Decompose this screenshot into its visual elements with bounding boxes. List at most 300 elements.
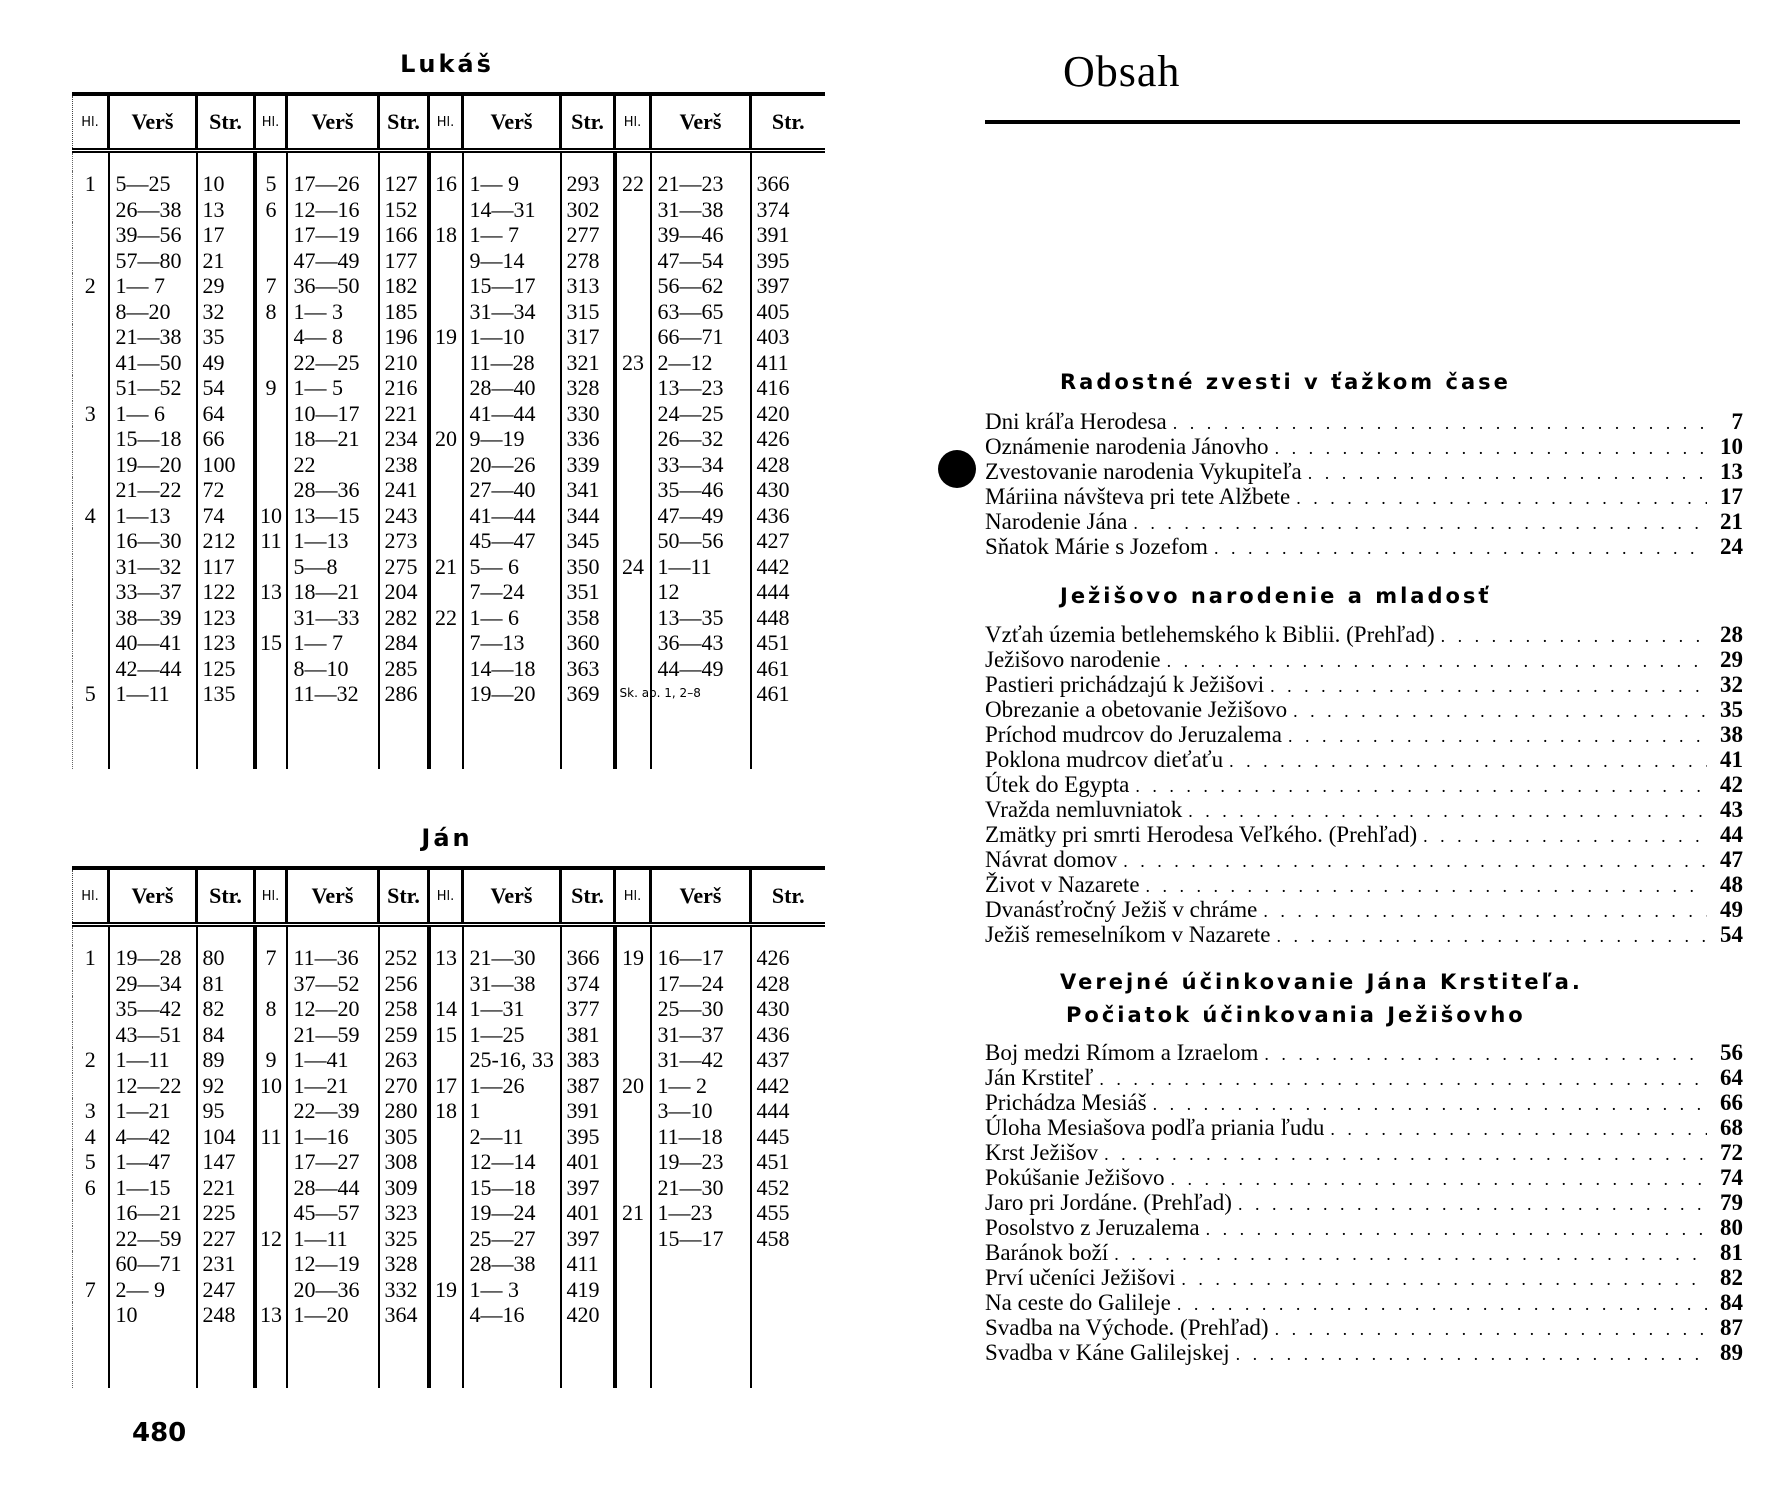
toc-entry[interactable] xyxy=(985,1165,1743,1190)
page-cell: 391 xyxy=(751,222,825,248)
toc-entry[interactable] xyxy=(985,872,1743,897)
page-cell: 377 xyxy=(561,996,615,1022)
verse-cell: 1—20 xyxy=(287,1302,379,1328)
page-cell: 302 xyxy=(561,197,615,223)
dot-leader xyxy=(1236,1342,1707,1367)
chapter-cell xyxy=(255,1200,287,1226)
toc-entry[interactable] xyxy=(985,1315,1743,1340)
chapter-cell xyxy=(73,630,109,656)
page-cell: 21 xyxy=(197,248,255,274)
toc-entry-page: 48 xyxy=(1720,872,1743,897)
chapter-cell: 6 xyxy=(73,1175,109,1201)
page-cell: 273 xyxy=(379,528,429,554)
verse-cell: 39—56 xyxy=(109,222,197,248)
page-cell: 35 xyxy=(197,324,255,350)
toc-entry-title: Pastieri prichádzajú k Ježišovi xyxy=(985,672,1265,697)
chapter-cell xyxy=(73,222,109,248)
page-cell: 84 xyxy=(197,1022,255,1048)
page-cell: 426 xyxy=(751,426,825,452)
page-cell: 17 xyxy=(197,222,255,248)
verse-cell: 5—8 xyxy=(287,554,379,580)
page-cell: 401 xyxy=(561,1149,615,1175)
verse-cell: 41—44 xyxy=(463,401,561,427)
page-cell: 10 xyxy=(197,171,255,197)
dot-leader xyxy=(1099,1067,1707,1092)
toc-entry-page: 72 xyxy=(1720,1140,1743,1165)
dot-leader xyxy=(1275,1317,1707,1342)
chapter-cell: 5 xyxy=(255,171,287,197)
toc-entry[interactable] xyxy=(985,797,1743,822)
page-cell: 436 xyxy=(751,503,825,529)
verse-cell: 41—50 xyxy=(109,350,197,376)
lukas-reference-table xyxy=(72,92,825,769)
page-cell: 445 xyxy=(751,1124,825,1150)
page-cell: 366 xyxy=(561,945,615,971)
column-header: Verš xyxy=(651,868,751,925)
chapter-cell xyxy=(73,299,109,325)
dot-leader xyxy=(1270,674,1707,699)
verse-cell: 1 xyxy=(463,1098,561,1124)
chapter-cell: 18 xyxy=(429,1098,463,1124)
chapter-cell xyxy=(429,299,463,325)
chapter-cell: 17 xyxy=(429,1073,463,1099)
chapter-cell: 7 xyxy=(255,273,287,299)
toc-entry[interactable] xyxy=(985,509,1743,534)
toc-entry-page: 56 xyxy=(1720,1040,1743,1065)
verse-cell: 1—26 xyxy=(463,1073,561,1099)
table-row xyxy=(73,554,825,580)
table-row xyxy=(73,273,825,299)
page-number: 480 xyxy=(132,1418,187,1448)
jan-header-row xyxy=(73,868,825,925)
page-cell: 270 xyxy=(379,1073,429,1099)
toc-entry-title: Dni kráľa Herodesa xyxy=(985,409,1167,434)
page-cell: 401 xyxy=(561,1200,615,1226)
jan-reference-table xyxy=(72,866,825,1388)
chapter-cell xyxy=(429,401,463,427)
verse-cell: 1—21 xyxy=(109,1098,197,1124)
toc-entry[interactable] xyxy=(985,822,1743,847)
verse-cell: 8—20 xyxy=(109,299,197,325)
verse-cell: 21—59 xyxy=(287,1022,379,1048)
chapter-cell xyxy=(255,971,287,997)
verse-cell: 13—23 xyxy=(651,375,751,401)
verse-cell: 25—27 xyxy=(463,1226,561,1252)
column-header: Verš xyxy=(287,868,379,925)
chapter-cell xyxy=(615,222,651,248)
chapter-cell xyxy=(615,971,651,997)
chapter-cell xyxy=(429,375,463,401)
toc-section-1 xyxy=(985,409,1743,559)
verse-cell: 19—20 xyxy=(109,452,197,478)
chapter-cell xyxy=(615,1149,651,1175)
chapter-cell xyxy=(73,1226,109,1252)
verse-cell: 44—49 xyxy=(651,656,751,682)
page-cell: 317 xyxy=(561,324,615,350)
toc-entry[interactable] xyxy=(985,1090,1743,1115)
toc-entry[interactable] xyxy=(985,1115,1743,1140)
chapter-cell: 3 xyxy=(73,1098,109,1124)
table-row xyxy=(73,401,825,427)
table-row xyxy=(73,1098,825,1124)
toc-entry-page: 41 xyxy=(1720,747,1743,772)
chapter-cell: 6 xyxy=(255,197,287,223)
toc-entry-title: Vzťah územia betlehemského k Biblii. (Prehľad) xyxy=(985,622,1435,647)
toc-entry[interactable] xyxy=(985,672,1743,697)
toc-entry[interactable] xyxy=(985,1290,1743,1315)
table-row xyxy=(73,605,825,631)
toc-entry[interactable] xyxy=(985,484,1743,509)
page-cell: 72 xyxy=(197,477,255,503)
page-cell: 182 xyxy=(379,273,429,299)
table-row xyxy=(73,1200,825,1226)
verse-cell: 28—40 xyxy=(463,375,561,401)
page-cell: 204 xyxy=(379,579,429,605)
toc-entry[interactable] xyxy=(985,1190,1743,1215)
toc-entry[interactable] xyxy=(985,647,1743,672)
chapter-cell: 19 xyxy=(615,945,651,971)
toc-entry-page: 80 xyxy=(1720,1215,1743,1240)
page-cell: 66 xyxy=(197,426,255,452)
verse-cell: 4— 8 xyxy=(287,324,379,350)
table-row xyxy=(73,299,825,325)
chapter-cell: 11 xyxy=(255,528,287,554)
toc-entry[interactable] xyxy=(985,1215,1743,1240)
page-cell: 166 xyxy=(379,222,429,248)
page-cell: 397 xyxy=(751,273,825,299)
verse-cell: 12—22 xyxy=(109,1073,197,1099)
dot-leader xyxy=(1135,774,1707,799)
toc-entry-page: 49 xyxy=(1720,897,1743,922)
page-cell: 452 xyxy=(751,1175,825,1201)
page-cell: 366 xyxy=(751,171,825,197)
toc-entry[interactable] xyxy=(985,1340,1743,1365)
page-cell: 313 xyxy=(561,273,615,299)
verse-cell: 11—28 xyxy=(463,350,561,376)
verse-cell: 19—23 xyxy=(651,1149,751,1175)
verse-cell: 12—20 xyxy=(287,996,379,1022)
toc-entry-title: Baránok boží xyxy=(985,1240,1109,1265)
chapter-cell xyxy=(615,299,651,325)
toc-entry-page: 21 xyxy=(1720,509,1743,534)
chapter-cell xyxy=(255,248,287,274)
chapter-cell xyxy=(255,477,287,503)
verse-cell: 11—32 xyxy=(287,681,379,707)
verse-cell: 33—37 xyxy=(109,579,197,605)
verse-cell: 11—36 xyxy=(287,945,379,971)
toc-entry[interactable] xyxy=(985,897,1743,922)
page-cell: 364 xyxy=(379,1302,429,1328)
page-cell: 238 xyxy=(379,452,429,478)
column-header: Hl. xyxy=(429,94,463,151)
page-cell: 241 xyxy=(379,477,429,503)
dot-leader xyxy=(1173,411,1707,436)
page-cell: 448 xyxy=(751,605,825,631)
dot-leader xyxy=(1423,824,1707,849)
verse-cell: 28—38 xyxy=(463,1251,561,1277)
page-cell: 444 xyxy=(751,579,825,605)
toc-entry-page: 81 xyxy=(1720,1240,1743,1265)
chapter-cell xyxy=(255,350,287,376)
verse-cell: 1—13 xyxy=(109,503,197,529)
page-cell: 13 xyxy=(197,197,255,223)
verse-cell: 2— 9 xyxy=(109,1277,197,1303)
chapter-cell xyxy=(255,1022,287,1048)
page-cell: 104 xyxy=(197,1124,255,1150)
page-cell: 100 xyxy=(197,452,255,478)
verse-cell: 1—31 xyxy=(463,996,561,1022)
page-cell: 397 xyxy=(561,1226,615,1252)
page-cell: 336 xyxy=(561,426,615,452)
chapter-cell xyxy=(429,273,463,299)
verse-cell: 17—27 xyxy=(287,1149,379,1175)
verse-cell: 17—24 xyxy=(651,971,751,997)
toc-entry-title: Útek do Egypta xyxy=(985,772,1130,797)
chapter-cell xyxy=(429,656,463,682)
toc-entry[interactable] xyxy=(985,1140,1743,1165)
toc-entry[interactable] xyxy=(985,772,1743,797)
dot-leader xyxy=(1441,624,1707,649)
verse-cell: 9—14 xyxy=(463,248,561,274)
chapter-cell xyxy=(73,452,109,478)
toc-entry[interactable] xyxy=(985,747,1743,772)
toc-entry[interactable] xyxy=(985,1240,1743,1265)
page-cell: 49 xyxy=(197,350,255,376)
page-cell: 351 xyxy=(561,579,615,605)
verse-cell: 12 xyxy=(651,579,751,605)
chapter-cell: 14 xyxy=(429,996,463,1022)
table-row xyxy=(73,222,825,248)
chapter-cell xyxy=(255,452,287,478)
dot-leader xyxy=(1114,1242,1707,1267)
column-header: Verš xyxy=(463,868,561,925)
chapter-cell: 24 xyxy=(615,554,651,580)
chapter-cell xyxy=(429,1302,463,1328)
column-header: Str. xyxy=(561,94,615,151)
verse-cell: 17—19 xyxy=(287,222,379,248)
table-row xyxy=(73,503,825,529)
verse-cell: 25—30 xyxy=(651,996,751,1022)
chapter-cell xyxy=(255,426,287,452)
chapter-cell: 9 xyxy=(255,375,287,401)
chapter-cell: 7 xyxy=(73,1277,109,1303)
page-cell: 395 xyxy=(751,248,825,274)
chapter-cell xyxy=(255,681,287,707)
toc-section-heading: Radostné zvesti v ťažkom čase xyxy=(1060,370,1511,394)
table-row xyxy=(73,1302,825,1328)
toc-entry-page: 44 xyxy=(1720,822,1743,847)
page-cell: 374 xyxy=(751,197,825,223)
verse-cell: 1—23 xyxy=(651,1200,751,1226)
page-cell: 32 xyxy=(197,299,255,325)
dot-leader xyxy=(1330,1117,1707,1142)
toc-entry[interactable] xyxy=(985,622,1743,647)
page-cell: 391 xyxy=(561,1098,615,1124)
verse-cell: 15—18 xyxy=(109,426,197,452)
column-header: Str. xyxy=(751,94,825,151)
verse-cell: 56—62 xyxy=(651,273,751,299)
table-row xyxy=(73,452,825,478)
page-cell: 308 xyxy=(379,1149,429,1175)
chapter-cell xyxy=(429,971,463,997)
chapter-cell xyxy=(255,324,287,350)
page-cell: 381 xyxy=(561,1022,615,1048)
dot-leader xyxy=(1276,924,1707,949)
toc-entry-title: Prichádza Mesiáš xyxy=(985,1090,1147,1115)
verse-cell: 26—38 xyxy=(109,197,197,223)
toc-entry-title: Svadba na Východe. (Prehľad) xyxy=(985,1315,1269,1340)
verse-cell: 33—34 xyxy=(651,452,751,478)
chapter-cell xyxy=(429,1124,463,1150)
column-header: Str. xyxy=(751,868,825,925)
page-cell: 428 xyxy=(751,971,825,997)
toc-section-heading: Verejné účinkovanie Jána Krstiteľa. xyxy=(1060,970,1583,994)
page-cell: 309 xyxy=(379,1175,429,1201)
page-cell: 461 xyxy=(751,656,825,682)
verse-cell: 19—20 xyxy=(463,681,561,707)
toc-entry[interactable] xyxy=(985,534,1743,559)
chapter-cell xyxy=(615,1251,651,1277)
verse-cell: 43—51 xyxy=(109,1022,197,1048)
toc-entry[interactable] xyxy=(985,847,1743,872)
chapter-cell xyxy=(429,503,463,529)
jan-title: Ján xyxy=(421,824,473,852)
page-cell: 442 xyxy=(751,554,825,580)
page-cell: 330 xyxy=(561,401,615,427)
chapter-cell xyxy=(73,656,109,682)
chapter-cell: 8 xyxy=(255,299,287,325)
chapter-cell: 8 xyxy=(255,996,287,1022)
page-cell: 360 xyxy=(561,630,615,656)
toc-entry-title: Sňatok Márie s Jozefom xyxy=(985,534,1208,559)
page-cell: 374 xyxy=(561,971,615,997)
page-cell: 277 xyxy=(561,222,615,248)
page-cell: 420 xyxy=(751,401,825,427)
toc-entry[interactable] xyxy=(985,459,1743,484)
verse-cell: 4—42 xyxy=(109,1124,197,1150)
chapter-cell: 4 xyxy=(73,503,109,529)
verse-cell: 26—32 xyxy=(651,426,751,452)
verse-cell: 28—36 xyxy=(287,477,379,503)
verse-cell xyxy=(651,1302,751,1328)
dot-leader xyxy=(1214,536,1707,561)
toc-entry-title: Ježiš remeselníkom v Nazarete xyxy=(985,922,1271,947)
page-cell: 216 xyxy=(379,375,429,401)
table-row xyxy=(73,477,825,503)
toc-entry-title: Ježišovo narodenie xyxy=(985,647,1161,672)
page-cell: 280 xyxy=(379,1098,429,1124)
toc-entry[interactable] xyxy=(985,722,1743,747)
table-row xyxy=(73,248,825,274)
chapter-cell: 10 xyxy=(255,503,287,529)
chapter-cell xyxy=(429,350,463,376)
page-cell: 436 xyxy=(751,1022,825,1048)
toc-entry[interactable] xyxy=(985,697,1743,722)
chapter-cell xyxy=(429,1200,463,1226)
chapter-cell xyxy=(73,1302,109,1328)
verse-cell: 1— 2 xyxy=(651,1073,751,1099)
verse-cell: 15—17 xyxy=(651,1226,751,1252)
page-cell: 358 xyxy=(561,605,615,631)
chapter-cell xyxy=(615,248,651,274)
verse-cell: 19—24 xyxy=(463,1200,561,1226)
page-cell: 227 xyxy=(197,1226,255,1252)
page-cell: 135 xyxy=(197,681,255,707)
toc-section-3 xyxy=(985,1040,1743,1365)
toc-entry[interactable] xyxy=(985,409,1743,434)
column-header: Verš xyxy=(109,94,197,151)
page-cell: 243 xyxy=(379,503,429,529)
verse-cell: 22 xyxy=(287,452,379,478)
column-header: Verš xyxy=(109,868,197,925)
toc-entry-page: 66 xyxy=(1720,1090,1743,1115)
page-cell xyxy=(751,1277,825,1303)
verse-cell: 39—46 xyxy=(651,222,751,248)
chapter-cell xyxy=(615,401,651,427)
page-cell: 54 xyxy=(197,375,255,401)
dot-leader xyxy=(1181,1267,1707,1292)
page-cell: 428 xyxy=(751,452,825,478)
verse-cell: 31—34 xyxy=(463,299,561,325)
verse-cell: 14—31 xyxy=(463,197,561,223)
page-cell xyxy=(751,1302,825,1328)
page-cell: 416 xyxy=(751,375,825,401)
chapter-cell: 5 xyxy=(73,1149,109,1175)
toc-entry[interactable] xyxy=(985,1265,1743,1290)
toc-entry-title: Posolstvo z Jeruzalema xyxy=(985,1215,1200,1240)
verse-cell: 47—49 xyxy=(287,248,379,274)
page-cell: 395 xyxy=(561,1124,615,1150)
dot-leader xyxy=(1238,1192,1707,1217)
table-row xyxy=(73,1175,825,1201)
verse-cell: 7—13 xyxy=(463,630,561,656)
page-cell: 259 xyxy=(379,1022,429,1048)
chapter-cell: 22 xyxy=(615,171,651,197)
bullet-dot xyxy=(938,450,976,488)
table-row xyxy=(73,579,825,605)
toc-entry[interactable] xyxy=(985,922,1743,947)
page-cell: 451 xyxy=(751,630,825,656)
verse-cell: 13—35 xyxy=(651,605,751,631)
verse-cell: 15—18 xyxy=(463,1175,561,1201)
page-cell: 321 xyxy=(561,350,615,376)
verse-cell: 10 xyxy=(109,1302,197,1328)
chapter-cell: 19 xyxy=(429,324,463,350)
dot-leader xyxy=(1171,1167,1707,1192)
toc-entry[interactable] xyxy=(985,434,1743,459)
verse-cell: 5—25 xyxy=(109,171,197,197)
chapter-cell: 23 xyxy=(615,350,651,376)
chapter-cell xyxy=(73,528,109,554)
table-row xyxy=(73,426,825,452)
toc-entry[interactable] xyxy=(985,1065,1743,1090)
verse-cell: 37—52 xyxy=(287,971,379,997)
page-cell: 369 xyxy=(561,681,615,707)
table-row xyxy=(73,375,825,401)
verse-cell: 1—11 xyxy=(651,554,751,580)
chapter-cell xyxy=(73,248,109,274)
page-cell: 286 xyxy=(379,681,429,707)
verse-cell: 1— 7 xyxy=(463,222,561,248)
verse-cell: 24—25 xyxy=(651,401,751,427)
chapter-cell xyxy=(615,656,651,682)
toc-entry[interactable] xyxy=(985,1040,1743,1065)
column-header: Hl. xyxy=(255,868,287,925)
verse-cell: 21—38 xyxy=(109,324,197,350)
toc-entry-page: 24 xyxy=(1720,534,1743,559)
verse-cell: 1— 5 xyxy=(287,375,379,401)
page-cell: 247 xyxy=(197,1277,255,1303)
